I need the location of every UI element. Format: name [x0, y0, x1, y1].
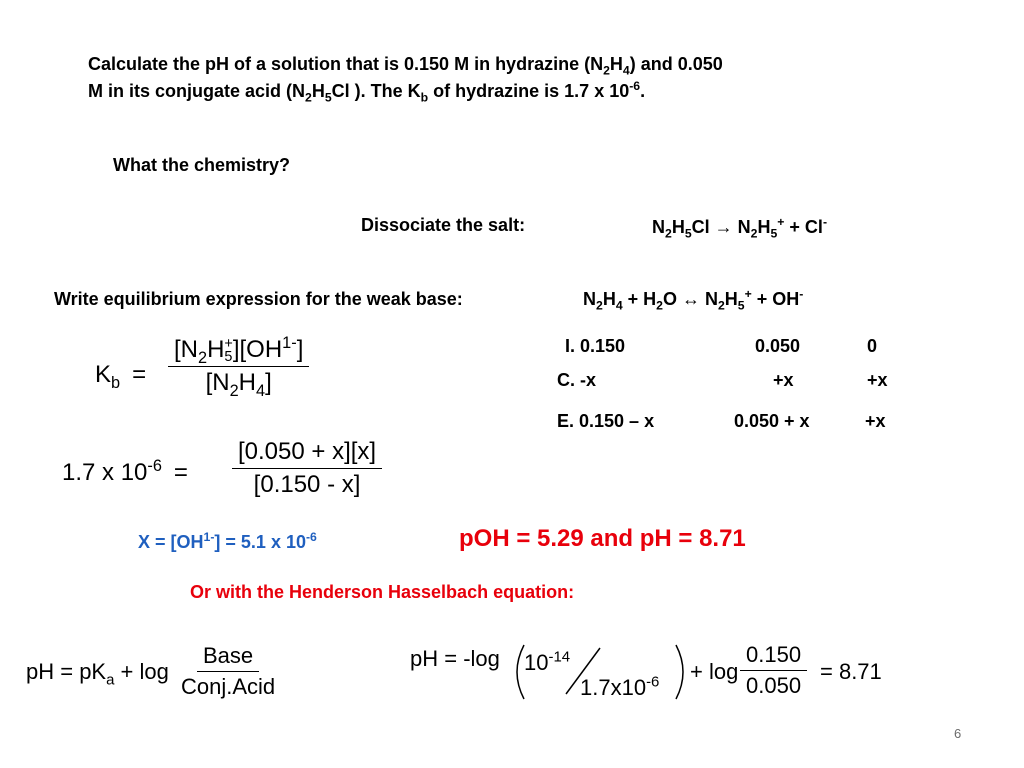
hh-calc-kw: $10^{-14}$ [524, 648, 571, 675]
ice-change-oh: +x [867, 370, 888, 390]
hh-numerator: Base [197, 643, 259, 672]
x-result: $X = [OH^{1-}] = 5.1$ x $10^{-6}$ [138, 530, 317, 552]
right-paren [672, 642, 692, 702]
kb-value: 1.7 x $10^{-6}$ = [62, 457, 188, 486]
hh-denominator: Conj.Acid [181, 674, 276, 699]
henderson-hasselbach-label: Or with the Henderson Hasselbach equation: [190, 582, 575, 602]
hh-calc-fraction [740, 642, 807, 699]
substituted-denominator: [0.150 - x] [253, 471, 361, 498]
ice-change-acid: +x [773, 370, 794, 390]
kb-numerator: [$N_2H$ + 5 ]$[OH^{1-}]$ [168, 336, 309, 367]
problem-line-1: Calculate the pH of a solution that is 0.150 M in hydrazine $(N_2H_4)$ and 0.050 [88, 54, 723, 78]
problem-line-2: M in its conjugate acid ($N_2H_5Cl$ ). The $K_b$ of hydrazine is 1.7 x $10^{-6}$. [88, 79, 646, 105]
ice-initial-label: I. 0.150 [565, 336, 626, 356]
poh-ph-result: pOH = 5.29 and pH = 8.71 [459, 525, 746, 552]
kb-fraction [168, 334, 309, 400]
dissociate-label: Dissociate the salt: [361, 215, 526, 235]
kb-symbol: $K_b$ = [95, 361, 147, 392]
substituted-fraction [232, 438, 382, 499]
hh-calc-result: = 8.71 [820, 659, 882, 684]
hh-calc-denominator: 0.050 [746, 673, 802, 698]
hh-calc-numerator: 0.150 [740, 642, 807, 671]
ice-equilibrium-oh: +x [865, 411, 886, 431]
ice-initial-oh: 0 [867, 336, 878, 356]
chemistry-question: What the chemistry? [113, 155, 291, 175]
page-number: 6 [954, 726, 962, 741]
hh-calc-log: + log [690, 659, 739, 684]
equilibrium-label: Write equilibrium expression for the weak base: [54, 289, 463, 309]
hh-general-equation: pH = $pK_a + \log$ $\frac{\text{Base}}{\text{Conj.Acid}}$ [26, 643, 281, 700]
kb-denominator: $[N_2H_4]$ [205, 369, 272, 400]
substituted-numerator: [0.050 + x][x] [232, 438, 382, 469]
ice-change-label: C. -x [557, 370, 597, 390]
equilibrium-equation: $N_2H_4 + H_2O$ ↔ $N_2H_5^+ + OH^-$ [583, 287, 804, 313]
ice-equilibrium-label: E. 0.150 – x [557, 411, 655, 431]
ice-initial-acid: 0.050 [755, 336, 801, 356]
dissociation-equation: $N_2H_5Cl \to N_2H_5^+ + Cl^-$ [652, 215, 828, 241]
hh-calc-kb: $1.7x10^{-6}$ [580, 673, 660, 700]
hh-calc-lhs: pH = -log [410, 646, 500, 671]
ice-equilibrium-acid: 0.050 + x [734, 411, 810, 431]
